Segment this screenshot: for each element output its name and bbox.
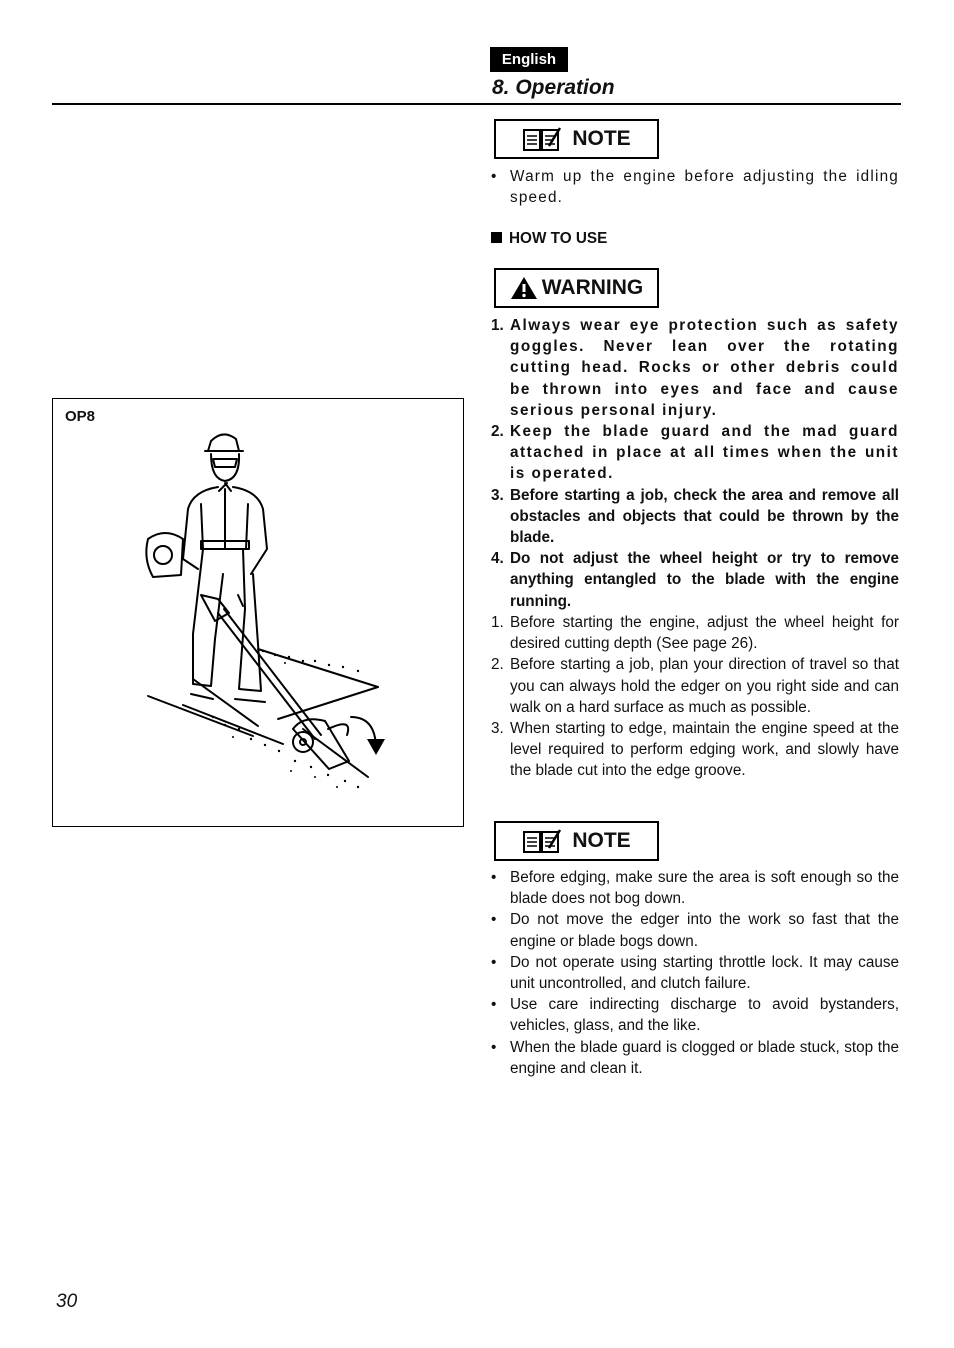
list-item: • Use care indirecting discharge to avoid bystanders, vehicles, glass, and the like. bbox=[491, 996, 899, 1035]
list-item: • Warm up the engine before adjusting the idling speed. bbox=[491, 168, 899, 207]
how-to-use-label: HOW TO USE bbox=[509, 230, 608, 247]
note2-text: Do not move the edger into the work so fast that the engine or blade bogs down. bbox=[510, 911, 899, 950]
list-item: 2. Before starting a job, plan your direction of travel so that you can always hold the edger on you right side and can walk on a hard surface as much as possible. bbox=[491, 656, 899, 716]
list-item: • Before edging, make sure the area is soft enough so the blade does not bog down. bbox=[491, 869, 899, 908]
figure-label: OP8 bbox=[65, 408, 96, 425]
figure-op8 bbox=[52, 398, 464, 827]
list-item: • When the blade guard is clogged or blade stuck, stop the engine and clean it. bbox=[491, 1038, 899, 1077]
step-text: When starting to edge, maintain the engine speed at the level required to perform edging work, and slowly have the blade cut into the edge groove. bbox=[510, 720, 899, 780]
list-item: 2. Keep the blade guard and the mad guard attached in place at all times when the unit is operated. bbox=[491, 423, 899, 483]
warning-text: Before starting a job, check the area and remove all obstacles and objects that could be thrown by the blade. bbox=[510, 486, 899, 547]
note-label: NOTE bbox=[572, 127, 631, 150]
note-callout-1 bbox=[494, 119, 659, 159]
steps-list bbox=[491, 612, 899, 782]
book-pencil-icon bbox=[522, 126, 562, 152]
page-number: 30 bbox=[56, 1291, 78, 1312]
list-item: 1. Always wear eye protection such as safety goggles. Never lean over the rotating cutting head. Rocks or other debris could be thrown into eyes and face and cause serious personal injury. bbox=[491, 317, 899, 419]
list-item: 3. Before starting a job, check the area and remove all obstacles and objects that could be thrown by the blade. bbox=[491, 486, 899, 547]
list-item: • Do not move the edger into the work so fast that the engine or blade bogs down. bbox=[491, 911, 899, 950]
step-text: Before starting a job, plan your direction of travel so that you can always hold the edger on you right side and can walk on a hard surface as much as possible. bbox=[510, 656, 899, 716]
list-item: 4. Do not adjust the wheel height or try to remove anything entangled to the blade with the engine running. bbox=[491, 550, 899, 610]
book-pencil-icon bbox=[522, 828, 562, 854]
warning-callout bbox=[494, 268, 659, 308]
list-item: 3. When starting to edge, maintain the engine speed at the level required to perform edging work, and slowly have the blade cut into the edge groove. bbox=[491, 720, 899, 780]
note1-text: Warm up the engine before adjusting the idling speed. bbox=[510, 168, 899, 207]
note-label: NOTE bbox=[572, 829, 631, 852]
how-to-use-heading bbox=[491, 230, 607, 248]
note2-text: Before edging, make sure the area is soft enough so the blade does not bog down. bbox=[510, 869, 899, 908]
warning-text: Keep the blade guard and the mad guard attached in place at all times when the unit is operated. bbox=[510, 423, 899, 483]
section-title: 8. Operation bbox=[492, 76, 615, 99]
list-item: 1. Before starting the engine, adjust the wheel height for desired cutting depth (See page 26). bbox=[491, 614, 899, 653]
square-bullet-icon bbox=[491, 232, 502, 243]
header-rule bbox=[52, 103, 901, 105]
warning-triangle-icon bbox=[510, 275, 538, 301]
note1-list bbox=[491, 166, 899, 208]
warning-text: Do not adjust the wheel height or try to remove anything entangled to the blade with the engine running. bbox=[510, 550, 899, 610]
language-tab: English bbox=[490, 47, 568, 72]
note2-text: Do not operate using starting throttle lock. It may cause unit uncontrolled, and clutch failure. bbox=[510, 953, 899, 993]
note-callout-2 bbox=[494, 821, 659, 861]
note2-list bbox=[491, 867, 899, 1079]
warning-text: Always wear eye protection such as safety goggles. Never lean over the rotating cutting head. Rocks or other debris could be thrown into eyes and face and cause serious personal injury. bbox=[510, 317, 899, 419]
step-text: Before starting the engine, adjust the wheel height for desired cutting depth (See page 26). bbox=[510, 614, 899, 653]
warning-label: WARNING bbox=[541, 276, 644, 299]
note2-text: When the blade guard is clogged or blade stuck, stop the engine and clean it. bbox=[510, 1038, 899, 1077]
list-item: • Do not operate using starting throttle lock. It may cause unit uncontrolled, and clutch failure. bbox=[491, 953, 899, 993]
operator-edger-illustration bbox=[53, 399, 463, 826]
note2-text: Use care indirecting discharge to avoid bystanders, vehicles, glass, and the like. bbox=[510, 996, 899, 1035]
warnings-list bbox=[491, 315, 899, 612]
